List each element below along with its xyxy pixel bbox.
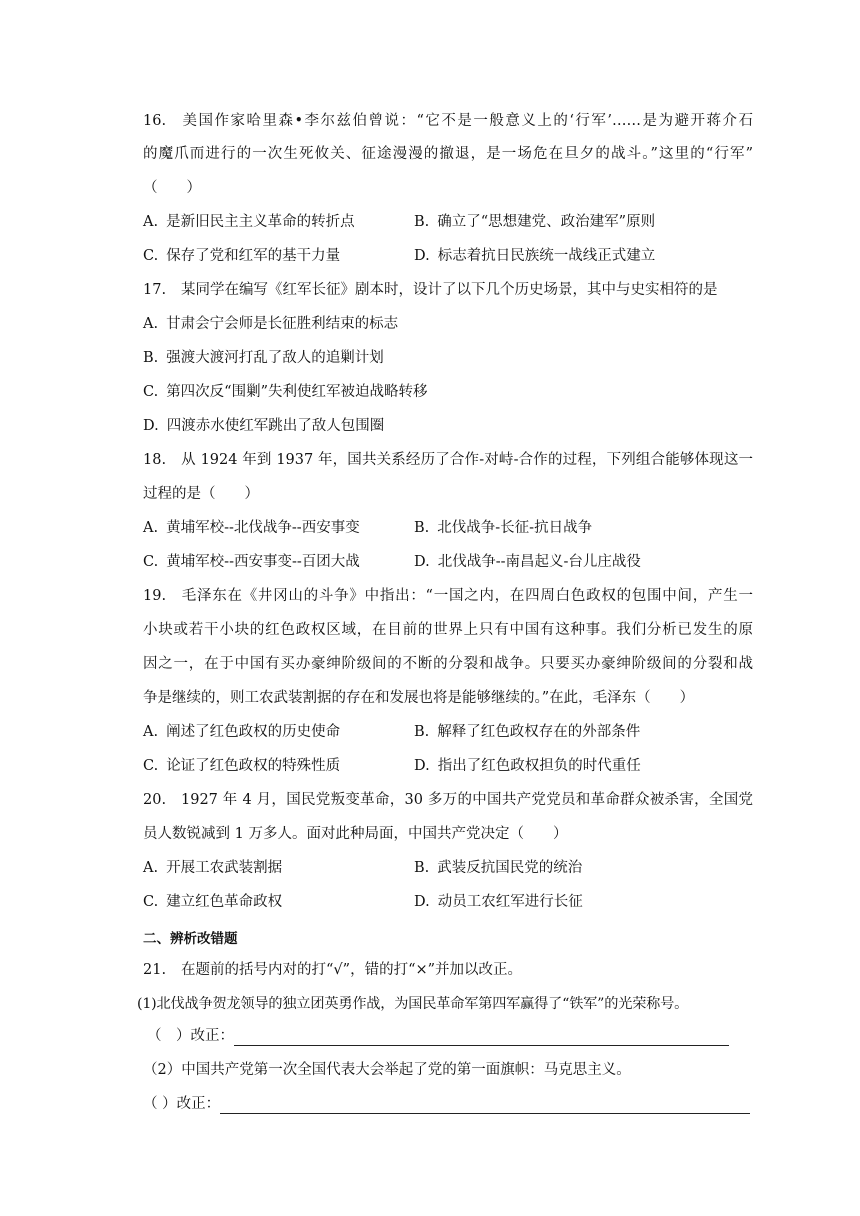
question-18-option-a[interactable]: A. 黄埔军校--北伐战争--西安事变: [143, 520, 360, 536]
question-16-line-2: 的魔爪而进行的一次生死攸关、征途漫漫的撤退，是一场危在旦夕的战斗。”这里的“行军”: [143, 146, 753, 162]
question-21-item-1: (1)北伐战争贺龙领导的独立团英勇作战，为国民革命军第四军赢得了“铁军”的光荣称号。: [137, 996, 689, 1012]
question-19-option-b[interactable]: B. 解释了红色政权存在的外部条件: [414, 724, 641, 740]
question-21-answer-1[interactable]: （ ）改正：: [147, 1026, 729, 1046]
question-19-line-3: 因之一，在于中国有买办豪绅阶级间的不断的分裂和战争。只要买办豪绅阶级间的分裂和战: [143, 656, 753, 672]
question-18-line-1: 18. 从 1924 年到 1937 年，国共关系经历了合作-对峙-合作的过程，下列组合能够体现这一: [143, 452, 753, 468]
question-19-option-c[interactable]: C. 论证了红色政权的特殊性质: [143, 758, 341, 774]
question-17-option-d[interactable]: D. 四渡赤水使红军跳出了敌人包围圈: [143, 418, 385, 434]
question-20-line-2: 员人数锐减到 1 万多人。面对此种局面，中国共产党决定（ ）: [143, 826, 568, 842]
question-21-answer-2[interactable]: （ ）改正：: [143, 1094, 750, 1114]
question-16-option-b[interactable]: B. 确立了“思想建党、政治建军”原则: [414, 214, 656, 230]
question-19-line-1: 19. 毛泽东在《井冈山的斗争》中指出：“一国之内，在四周白色政权的包围中间，产生一: [143, 588, 753, 604]
question-20-option-a[interactable]: A. 开展工农武装割据: [143, 860, 283, 876]
question-16-line-1: 16. 美国作家哈里森•李尔兹伯曾说：“它不是一般意义上的‘行军’……是为避开蒋介石: [143, 113, 753, 129]
question-17-option-a[interactable]: A. 甘肃会宁会师是长征胜利结束的标志: [143, 316, 399, 332]
question-19-option-a[interactable]: A. 阐述了红色政权的历史使命: [143, 724, 341, 740]
question-19-line-2: 小块或若干小块的红色政权区域，在目前的世界上只有中国有这种事。我们分析已发生的原: [143, 622, 753, 638]
question-20-option-d[interactable]: D. 动员工农红军进行长征: [414, 894, 583, 910]
question-21-instruction: 21. 在题前的括号内对的打“√”，错的打“×”并加以改正。: [143, 962, 523, 978]
question-18-line-2: 过程的是（ ）: [143, 486, 259, 502]
question-16-option-d[interactable]: D. 标志着抗日民族统一战线正式建立: [414, 248, 656, 264]
question-18-option-d[interactable]: D. 北伐战争--南昌起义-台儿庄战役: [414, 554, 641, 570]
question-18-option-b[interactable]: B. 北伐战争-长征-抗日战争: [414, 520, 593, 536]
question-18-option-c[interactable]: C. 黄埔军校--西安事变--百团大战: [143, 554, 360, 570]
question-16-option-c[interactable]: C. 保存了党和红军的基干力量: [143, 248, 341, 264]
section-heading: 二、辨析改错题: [143, 931, 238, 947]
question-17-stem: 17. 某同学在编写《红军长征》剧本时，设计了以下几个历史场景，其中与史实相符的是: [143, 282, 718, 298]
question-16-line-3: （ ）: [143, 180, 201, 196]
question-19-option-d[interactable]: D. 指出了红色政权担负的时代重任: [414, 758, 641, 774]
question-17-option-b[interactable]: B. 强渡大渡河打乱了敌人的追剿计划: [143, 350, 384, 366]
question-21-item-2: （2）中国共产党第一次全国代表大会举起了党的第一面旗帜：马克思主义。: [143, 1062, 631, 1078]
question-19-line-4: 争是继续的，则工农武装割据的存在和发展也将是能够继续的。”在此，毛泽东（ ）: [143, 690, 695, 706]
question-20-line-1: 20. 1927 年 4 月，国民党叛变革命，30 多万的中国共产党党员和革命群众被杀害，全国党: [143, 792, 753, 808]
question-17-option-c[interactable]: C. 第四次反“围剿”失利使红军被迫战略转移: [143, 384, 428, 400]
question-16-option-a[interactable]: A. 是新旧民主主义革命的转折点: [143, 214, 355, 230]
question-20-option-b[interactable]: B. 武装反抗国民党的统治: [414, 860, 583, 876]
question-20-option-c[interactable]: C. 建立红色革命政权: [143, 894, 283, 910]
